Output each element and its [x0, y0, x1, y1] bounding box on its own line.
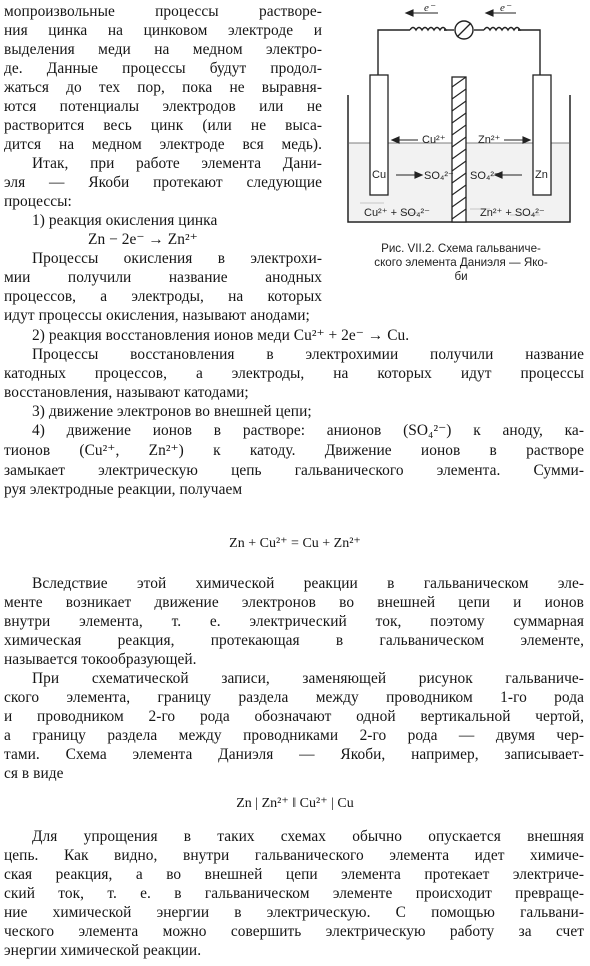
text-line: внутри элемента, т. е. электрический ток, поэтому суммарная [4, 613, 584, 630]
text-line: ние химической энергии в электрическую. С помощью гальвани- [4, 904, 584, 921]
text-line: Процессы окисления в электрохи- [32, 250, 322, 267]
text-line: При схематической записи, заменяющей рисунок гальваниче- [32, 670, 584, 687]
text-line: идут процессы окисления, называют анодами; [4, 307, 310, 324]
text-line: химическая реакция, протекающая в гальваническом элементе, [4, 632, 584, 649]
text-line: а границу раздела между проводниками 2-го рода — двумя чер- [4, 727, 584, 744]
text-line: 4) движение ионов в растворе: анионов (SO₄²⁻) к аноду, ка- [32, 422, 584, 439]
text-line: ются потенциалы электродов или не [4, 98, 322, 115]
text-line: ский ток, т. е. в гальваническом элементе происходит превраще- [4, 885, 584, 902]
galvanometer-icon [455, 21, 473, 39]
porous-membrane [452, 77, 466, 222]
text-line: ся в виде [4, 765, 64, 782]
text-line: тами. Схема элемента Даниэля — Якоби, например, записывает- [4, 746, 584, 763]
electron-label-right: e⁻ [500, 3, 511, 14]
text-line: мии получили название анодных [4, 269, 322, 286]
copper-electrode-label: Cu [372, 169, 387, 181]
zinc-electrode-label: Zn [535, 169, 548, 181]
electron-label-left: e⁻ [424, 3, 435, 14]
text-line: эля — Якоби протекают следующие [4, 174, 322, 191]
zn-solution-label: Zn²⁺ + SO₄²⁻ [480, 207, 545, 219]
cu-solution-label: Cu²⁺ + SO₄²⁻ [364, 207, 430, 219]
text-line: и проводником 2-го рода обозначают одной вертикальной чертой, [4, 708, 584, 725]
caption-line: ского элемента Даниэля — Яко- [374, 256, 548, 269]
text-line: мопроизвольные процессы растворе- [4, 3, 322, 20]
oxidation-equation: Zn − 2e⁻ → Zn²⁺ [88, 231, 198, 248]
total-reaction-equation: Zn + Cu²⁺ = Cu + Zn²⁺ [229, 536, 361, 551]
text-line: восстановления, называют катодами; [4, 384, 249, 401]
text-line: Процессы восстановления в электрохимии получили название [32, 346, 584, 363]
text-line: энергии химической реакции. [4, 942, 202, 959]
text-line: Для упрощения в таких схемах обычно опускается внешняя [32, 828, 584, 845]
text-line: тионов (Cu²⁺, Zn²⁺) к катоду. Движение ионов в растворе [4, 442, 584, 459]
text-line: процессов, а электроды, на которых [4, 288, 322, 305]
caption-line: Рис. VII.2. Схема гальваниче- [381, 242, 541, 255]
cu-ion-label: Cu²⁺ [422, 134, 446, 146]
text-line: менте возникает движение электронов во внешней цепи и ионов [4, 594, 584, 611]
text-line: Вследствие этой химической реакции в гальваническом эле- [32, 575, 584, 592]
text-line: де. Данные процессы будут продол- [4, 60, 322, 77]
sulfate-label-right: SO₄²⁻ [470, 170, 500, 182]
text-line: замыкает электрическую цепь гальванического элемента. Сумми- [4, 462, 584, 479]
galvanic-cell-figure [340, 3, 582, 227]
figure-caption [340, 242, 582, 284]
text-line: цепь. Как видно, внутри гальванического элемента идет химиче- [4, 847, 584, 864]
text-line: выделения меди на медном электро- [4, 41, 322, 58]
text-line: руя электродные реакции, получаем [4, 481, 243, 498]
sulfate-label-left: SO₄²⁻ [424, 170, 454, 182]
text-line: растворится весь цинк (или не выса- [4, 117, 322, 134]
text-line: 1) реакция окисления цинка [32, 212, 218, 229]
text-line: называется токообразующей. [4, 651, 197, 668]
text-line: ского элемента, границу раздела между проводником 1-го рода [4, 689, 584, 706]
text-line: катодных процессов, а электроды, на которых идут процессы [4, 365, 584, 382]
text-line: дится на медном электроде вся медь). [4, 136, 322, 153]
text-line: ская реакция, а во внешней цепи элемента протекает электриче- [4, 866, 584, 883]
text-line: процессы: [4, 193, 72, 210]
text-line: 2) реакция восстановления ионов меди Cu²⁺ + 2e⁻ → Cu. [32, 327, 410, 344]
text-line: ния цинка на цинковом электроде и [4, 22, 322, 39]
caption-line: би [454, 270, 468, 283]
text-line: 3) движение электронов во внешней цепи; [32, 403, 312, 420]
text-line: Итак, при работе элемента Дани- [32, 155, 322, 172]
cell-scheme-equation: Zn | Zn²⁺ ‖ Cu²⁺ | Cu [236, 796, 354, 811]
text-line: жаться до тех пор, пока не выравня- [4, 79, 322, 96]
zn-ion-label: Zn²⁺ [478, 134, 501, 146]
text-line: ческого элемента можно совершить электрическую работу за счет [4, 923, 584, 940]
